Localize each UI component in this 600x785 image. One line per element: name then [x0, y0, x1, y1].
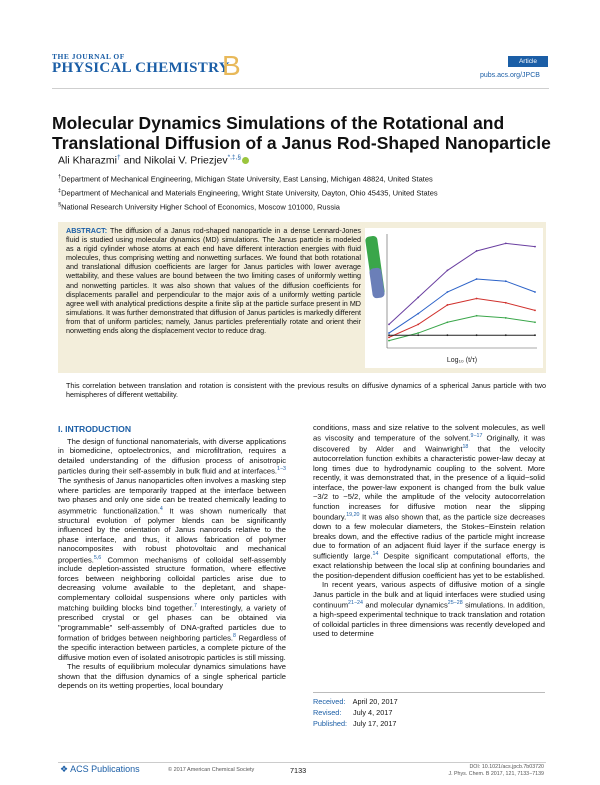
page-number: 7133 — [290, 766, 307, 775]
affiliation — [58, 174, 433, 184]
published-label: Published: — [313, 719, 348, 728]
copyright-notice: © 2017 American Chemical Society — [168, 767, 255, 773]
author-affiliation-mark: † — [116, 154, 121, 161]
text-run: Common mechanisms of colloidal self-assembly include depletion-assisted structure formation, where effective forces between neighboring colloidal particles arise due to decreasing volume available to the depletant, and shape-complementary colloidal suspensions where only particles with matching building blocks bind together. — [58, 555, 286, 613]
citation-ref[interactable]: 1−3 — [277, 466, 286, 473]
data-point-blue — [388, 332, 390, 334]
publication-dates — [313, 696, 398, 729]
data-point-red — [534, 309, 536, 311]
text-run: Originally, it was discovered by Alder and Wainwright — [313, 433, 546, 454]
journal-the: THE JOURNAL OF — [52, 52, 125, 61]
data-point-red — [476, 298, 478, 300]
paragraph — [313, 580, 545, 638]
data-point-green — [417, 332, 419, 334]
data-point-purple — [388, 324, 390, 326]
data-point-blue — [447, 291, 449, 293]
toc-background — [365, 228, 543, 368]
data-point-purple — [417, 297, 419, 299]
author-separator: and — [120, 154, 144, 167]
data-point-purple — [534, 246, 536, 248]
affiliation-text: Department of Mechanical and Materials Engineering, Wright State University, Dayton, Ohio 45435, United States — [61, 188, 438, 198]
text-run: Despite significant computational efforts, the exact relationship between the local slip at confining boundaries and the position-dependent diffusion coefficient has yet to be established. — [313, 552, 545, 580]
body-column-left — [58, 437, 286, 690]
abstract-tail: This correlation between translation and rotation is consistent with the previous results on diffusive dynamics of a spherical Janus particle with two hemispheres of different wettability. — [66, 381, 546, 400]
journal-section-letter: B — [222, 50, 241, 81]
footer-divider — [58, 762, 546, 763]
toc-graphic — [365, 228, 543, 368]
author-list — [58, 154, 249, 167]
abstract-text — [66, 226, 361, 335]
paragraph — [313, 423, 545, 580]
data-point-black — [534, 334, 536, 336]
affiliation — [58, 188, 438, 198]
data-point-black — [388, 334, 390, 336]
citation-ref[interactable]: 19,20 — [346, 512, 360, 519]
text-run: conditions, mass and size relative to the solvent molecules, as well as viscosity and temperature of the solvent. — [313, 423, 545, 443]
data-point-black — [417, 334, 419, 336]
x-axis-label: Log₁₀ (t/τ) — [446, 357, 478, 364]
citation-ref[interactable]: 9−17 — [470, 433, 483, 440]
data-point-green — [388, 340, 390, 342]
revised-label: Revised: — [313, 708, 342, 717]
affiliation-mark: † — [58, 174, 62, 180]
data-point-black — [505, 334, 507, 336]
data-point-purple — [447, 270, 449, 272]
dates-divider — [313, 692, 545, 693]
text-run: In recent years, various aspects of diffusive motion of a single Janus particle in the bulk and at liquid interfaces were studied using continuum — [313, 580, 545, 610]
affiliation — [58, 202, 340, 212]
abstract-body: The diffusion of a Janus rod-shaped nanoparticle in a dense Lennard-Jones fluid is studied using molecular dynamics (MD) simulations. The Janus particle is modeled as a rigid cylinder whose atoms at each end have different interaction energies with fluid molecules, thus comprising wetting and nonwetting surfaces. We found that both rotational and translational diffusion coefficients are larger for Janus particles with lower average wettability, and these values are bound between the two limiting cases of uniformly wetting and nonwetting particles. It was also shown that values of the diffusion coefficients for displacements parallel and perpendicular to the major axis of a uniformly wetting particle agree well with analytical predictions despite a finite slip at the particle surface present in MD simulations. It was further demonstrated that diffusion of Janus particles is markedly different from that of uniform particles; namely, Janus particles preferentially rotate and orient their nonwetting ends along the displacement vector to reduce drag. — [66, 226, 361, 336]
acs-logo-icon: ❖ — [60, 764, 69, 774]
data-point-red — [417, 324, 419, 326]
citation-ref[interactable]: 21−24 — [348, 600, 363, 607]
journal-name: PHYSICAL CHEMISTRY — [52, 60, 230, 76]
journal-citation: J. Phys. Chem. B 2017, 121, 7133−7139 — [448, 771, 544, 777]
data-point-green — [447, 321, 449, 323]
text-run: Regardless of the specific interaction between particles, a complete picture of the diffusive motion even of isolated anisotropic particles is still missing. — [58, 633, 286, 662]
citation-ref[interactable]: 14 — [372, 551, 379, 558]
data-point-green — [534, 321, 536, 323]
header-divider — [52, 88, 549, 89]
published-date: July 17, 2017 — [353, 719, 397, 728]
data-point-red — [447, 304, 449, 306]
revised-date: July 4, 2017 — [353, 708, 393, 717]
paragraph: The results of equilibrium molecular dynamics simulations have shown that the diffusion dynamics of a single spherical particle depends on its wetting properties, local boundary — [58, 662, 286, 690]
publisher-name: ACS Publications — [70, 764, 140, 774]
section-heading: I. INTRODUCTION — [58, 424, 132, 434]
data-point-blue — [534, 291, 536, 293]
data-point-red — [505, 302, 507, 304]
toc-chart — [365, 228, 543, 368]
body-column-right — [313, 423, 545, 639]
citation-ref[interactable]: 8 — [232, 633, 236, 640]
data-point-purple — [505, 243, 507, 245]
text-run: The design of functional nanomaterials, with diverse applications in biomedicine, optoelectronics, and microfiltration, requires a detailed understanding of the diffusion process of anisotropic particles during their self-assembly in bulk fluid and at interfaces. — [58, 437, 286, 476]
data-point-blue — [505, 280, 507, 282]
data-point-purple — [476, 250, 478, 252]
received-date: April 20, 2017 — [352, 697, 398, 706]
data-point-black — [476, 334, 478, 336]
text-run: that the velocity autocorrelation function exhibits a characteristic power-law decay at long times due to hydrodynamic coupling to the solvent. More recently, it was demonstrated that, in the presence of a liquid−solid interface, the power-law exponent is changed from the bulk value −3/2 to −5/2, while the amplitude of the velocity autocorrelation function increases for diffusive motion near the slipping boundary. — [313, 444, 545, 522]
text-run: simulations. In addition, a high-speed experimental technique to track translation and rotation of colloidal particles in three dimensions was recently developed and used to determine — [313, 600, 545, 639]
article-type-badge: Article — [508, 56, 548, 67]
received-label: Received: — [313, 697, 346, 706]
acs-publications-logo[interactable] — [60, 764, 140, 775]
affiliation-text: National Research University Higher School of Economics, Moscow 101000, Russia — [61, 202, 340, 212]
affiliation-text: Department of Mechanical Engineering, Michigan State University, East Lansing, Michigan 48824, United States — [61, 174, 433, 184]
data-point-blue — [476, 278, 478, 280]
citation-ref[interactable]: 18 — [462, 444, 469, 451]
data-point-green — [505, 317, 507, 319]
author-affiliation-mark: *,‡,§ — [227, 154, 241, 161]
orcid-icon[interactable] — [242, 157, 249, 164]
text-run: The synthesis of Janus nanoparticles often involves a masking step where particles are temporarily trapped at the interface between two phases and only one side can be treated chemically leading to asymmetric functionalization. — [58, 476, 286, 516]
text-run: It was shown numerically that structural evolution of polymer blends can be significantly influenced by the orientation of Janus nanorods relative to the phase interface, and thus, it allows fabrication of polymer nanocomposites with robust photovoltaic and mechanical properties. — [58, 506, 286, 565]
abstract-label: ABSTRACT: — [66, 226, 108, 235]
affiliation-mark: ‡ — [58, 188, 62, 194]
text-run: and molecular dynamics — [362, 600, 448, 610]
citation-ref[interactable]: 25−28 — [447, 600, 463, 607]
data-point-black — [447, 334, 449, 336]
data-point-blue — [417, 313, 419, 315]
author-name[interactable]: Nikolai V. Priezjev — [143, 154, 228, 167]
citation-ref[interactable]: 7 — [194, 603, 197, 610]
citation-ref[interactable]: 5,6 — [93, 554, 102, 561]
doi-link[interactable]: DOI: 10.1021/acs.jpcb.7b03720 — [469, 764, 544, 770]
affiliation-mark: § — [58, 202, 62, 208]
citation-ref[interactable]: 4 — [159, 505, 163, 512]
author-name[interactable]: Ali Kharazmi — [58, 154, 117, 167]
paragraph — [58, 437, 286, 662]
text-run: Interestingly, a variety of prescribed crystal or gel phases can be obtained via "programmable" self-assembly of DNA-grafted particles due to formation of bridges between neighboring particles. — [58, 603, 286, 643]
article-title: Molecular Dynamics Simulations of the Rotational and Translational Diffusion of a Janus Rod-Shaped Nanoparticle — [52, 113, 551, 153]
data-point-red — [388, 336, 390, 338]
text-run: It was also shown that, as the particle size decreases down to a few molecular diameters, the Stokes−Einstein relation breaks down, and the effective radius of the particle might increase due to formation of an adjacent fluid layer if the surface energy is sufficiently large. — [313, 512, 545, 562]
journal-url-link[interactable]: pubs.acs.org/JPCB — [480, 72, 540, 79]
data-point-green — [476, 315, 478, 317]
doi-citation — [440, 764, 544, 778]
